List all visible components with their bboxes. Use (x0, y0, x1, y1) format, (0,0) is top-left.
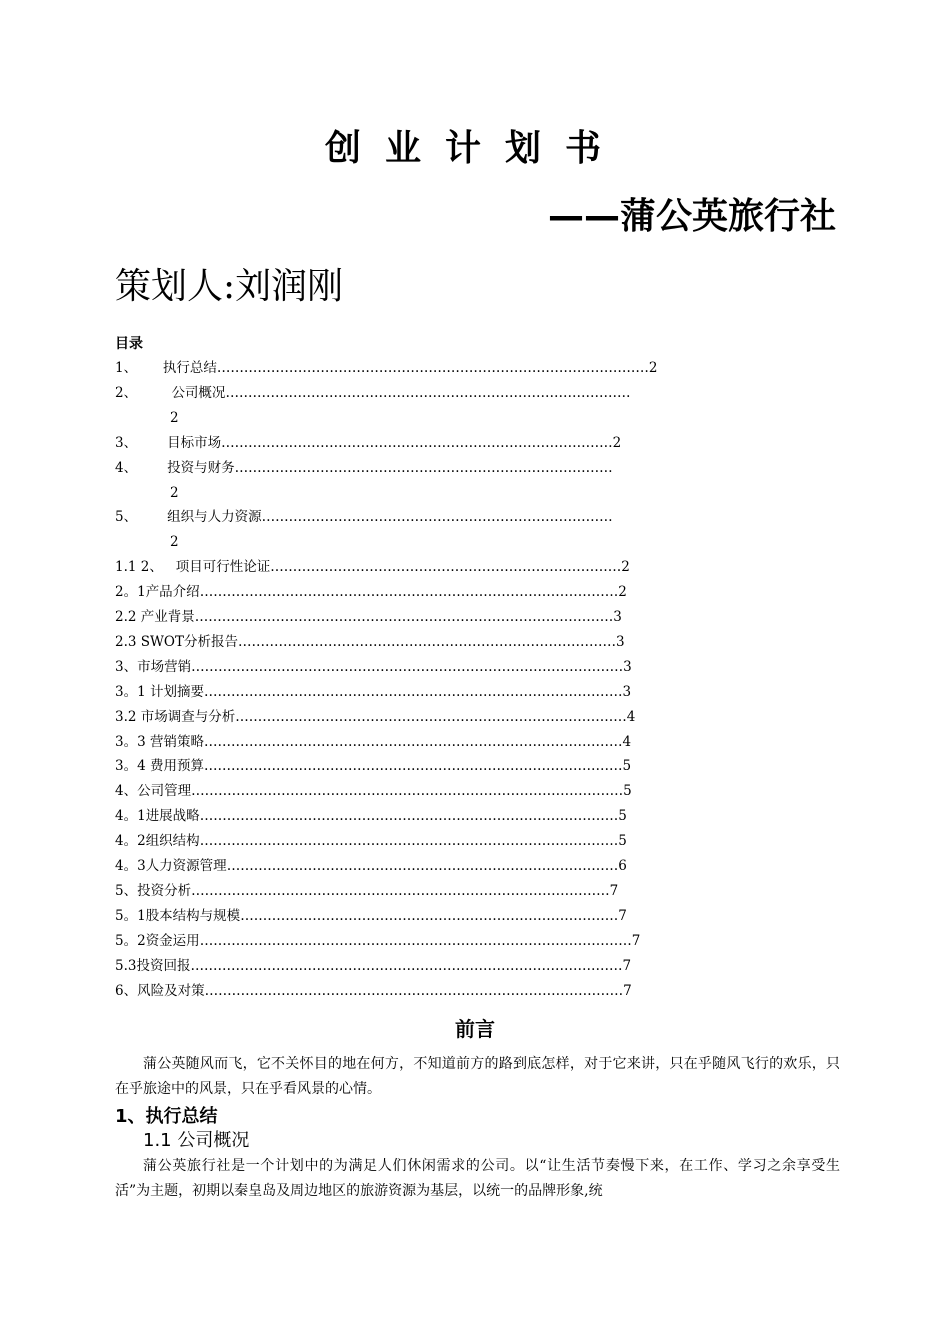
toc-entry-title: 资金运用 (145, 932, 200, 949)
toc-entry-title: 费用预算 (149, 758, 204, 775)
toc-entry-page: 5 (618, 808, 627, 825)
toc-entry (115, 730, 631, 754)
toc-entry-page: 5 (622, 758, 632, 775)
toc-entry-page: 4 (622, 733, 632, 750)
toc-entry-leader: ………………………………………………………………………… (240, 907, 619, 924)
toc-entry-page: 2 (612, 434, 622, 451)
toc-entry-title: 投资回报 (136, 957, 191, 974)
toc-entry-number: 2、 (115, 384, 138, 401)
toc-entry (115, 705, 635, 729)
toc-entry (115, 804, 627, 828)
toc-entry-page: 7 (622, 957, 632, 974)
toc-entry-page: 3 (613, 609, 622, 625)
toc-entry-number: 4、 (115, 783, 138, 800)
toc-entry-leader: ………………………………………………………………………………… (203, 733, 623, 750)
toc-entry-number: 5。2 (115, 932, 146, 949)
toc-entry-title: 市场营销 (137, 658, 192, 675)
toc-entry-gap (137, 509, 167, 525)
toc-entry-page: 2 (170, 409, 179, 426)
toc-heading: 目录 (115, 336, 143, 352)
toc-entry-number: 3、 (115, 658, 138, 675)
toc-entry-page: 7 (618, 907, 627, 924)
toc-entry (115, 929, 640, 953)
toc-entry (115, 605, 622, 629)
document-title: 创业计划书 (324, 128, 625, 169)
toc-entry-page: 7 (631, 932, 641, 949)
toc-entry-title: SWOT分析报告 (140, 633, 238, 650)
toc-entry-leader: ………………………………………………………………………… (234, 459, 613, 476)
toc-entry (115, 630, 625, 654)
toc-entry-title: 计划摘要 (149, 683, 204, 700)
toc-entry (115, 431, 621, 455)
toc-entry-number: 6、 (115, 982, 138, 999)
toc-entry-leader: …………………………………………………………………… (261, 509, 613, 526)
toc-entry-number: 3。4 (115, 758, 150, 775)
toc-entry-page: 2 (618, 584, 627, 601)
toc-entry-number: 1.1 2、 (115, 559, 163, 576)
toc-entry-title: 人力资源管理 (145, 858, 227, 874)
toc-entry-page: 4 (626, 708, 636, 725)
toc-entry-page: 5 (618, 833, 627, 850)
planner-name: 策划人:刘润刚 (115, 266, 344, 307)
toc-entry (115, 456, 613, 480)
toc-entry-leader: …………………………………………………………………………………… (191, 658, 624, 675)
toc-entry-gap (137, 360, 163, 376)
toc-entry (115, 580, 627, 604)
toc-entry (115, 381, 630, 405)
toc-entry-leader: …………………………………………………………………………… (221, 434, 613, 451)
toc-entry (115, 904, 627, 928)
toc-entry-leader: ……………………………………………………………………………… (225, 384, 631, 401)
toc-entry-leader: …………………………………………………………………………………… (191, 783, 624, 800)
toc-entry-title: 进展战略 (145, 808, 200, 825)
toc-entry-number: 3。3 (115, 733, 150, 750)
toc-entry-number: 3.2 (115, 708, 141, 725)
toc-entry-leader: …………………………………………………………………………………… (190, 957, 623, 974)
toc-entry-leader: ………………………………………………………………………………… (203, 758, 623, 775)
toc-entry-page: 7 (609, 882, 619, 899)
toc-entry (170, 481, 179, 505)
toc-entry-title: 公司概况 (171, 384, 226, 401)
toc-entry-gap (137, 460, 167, 476)
toc-entry-page: 2 (621, 559, 630, 576)
toc-entry-page: 3 (622, 683, 632, 700)
toc-entry (115, 555, 630, 579)
toc-entry-leader: ………………………………………………………………………………… (199, 584, 619, 601)
toc-entry (115, 779, 632, 803)
toc-entry-number: 4。3 (115, 858, 146, 874)
toc-entry-page: 3 (623, 658, 632, 675)
toc-entry-page: 3 (615, 633, 625, 650)
toc-entry-number: 4、 (115, 459, 138, 476)
toc-entry-title: 公司管理 (137, 783, 192, 800)
toc-entry-number: 3。1 (115, 683, 150, 700)
toc-entry-leader: ………………………………………………………………………………… (191, 882, 610, 899)
toc-entry-title: 营销策略 (149, 733, 204, 750)
toc-entry (115, 680, 631, 704)
toc-entry-title: 执行总结 (162, 360, 217, 376)
toc-entry-gap (137, 435, 167, 451)
toc-entry-number: 2.2 (115, 609, 141, 625)
toc-entry-number: 5、 (115, 509, 138, 526)
toc-entry-title: 组织结构 (145, 833, 200, 850)
toc-entry-page: 7 (623, 982, 632, 999)
toc-entry-number: 2.3 (115, 633, 141, 650)
toc-entry (115, 979, 632, 1003)
toc-entry (115, 829, 627, 853)
toc-entry (115, 879, 618, 903)
toc-entry-leader: …………………………………………………………………………… (226, 858, 619, 874)
toc-entry (115, 754, 631, 778)
toc-entry-title: 目标市场 (167, 434, 222, 451)
document-subtitle: ——蒲公英旅行社 (547, 196, 836, 237)
toc-entry-page: 2 (170, 534, 179, 551)
toc-entry (115, 854, 627, 878)
toc-entry-title: 投资分析 (137, 882, 192, 899)
toc-entry-title: 产品介绍 (145, 584, 200, 601)
toc-entry-title: 组织与人力资源 (167, 509, 262, 526)
toc-entry-page: 6 (618, 858, 627, 874)
toc-entry-number: 5、 (115, 882, 138, 899)
toc-entry-number: 2。1 (115, 584, 146, 601)
toc-entry-number: 1、 (115, 360, 138, 376)
toc-entry-title: 产业背景 (140, 609, 195, 625)
toc-entry-leader: ………………………………………………………………………… (237, 633, 616, 650)
toc-entry-number: 5。1 (115, 907, 146, 924)
subsection-heading-company-overview: 1.1 公司概况 (143, 1130, 250, 1151)
toc-entry-page: 5 (623, 783, 632, 800)
toc-entry-leader: ………………………………………………………………………………… (199, 808, 619, 825)
toc-entry (115, 954, 631, 978)
toc-entry-number: 3、 (115, 434, 138, 451)
toc-entry-leader: ………………………………………………………………………………… (194, 609, 614, 625)
toc-entry-title: 风险及对策 (137, 982, 205, 999)
toc-entry-leader: ………………………………………………………………………………… (204, 982, 624, 999)
preface-paragraph: 蒲公英随风而飞，它不关怀目的地在何方，不知道前方的路到底怎样，对于它来讲，只在乎随风飞行的欢乐，只在乎旅途中的风景，只在乎看风景的心情。 (115, 1056, 840, 1097)
toc-entry-title: 项目可行性论证 (175, 559, 271, 576)
toc-entry (115, 505, 613, 529)
toc-entry (170, 530, 179, 554)
toc-entry-leader: ………………………………………………………………………………… (203, 683, 623, 700)
toc-entry-title: 投资与财务 (167, 459, 235, 476)
toc-entry-title: 市场调查与分析 (140, 708, 236, 725)
toc-entry-number: 4。1 (115, 808, 146, 825)
toc-entry (170, 406, 179, 430)
section-heading-executive-summary: 1、执行总结 (115, 1106, 218, 1127)
toc-entry-number: 4。2 (115, 833, 146, 850)
toc-entry-page: 2 (648, 360, 658, 376)
company-overview-paragraph: 蒲公英旅行社是一个计划中的为满足人们休闲需求的公司。以“让生活节奏慢下来，在工作、学习之余享受生活”为主题，初期以秦皇岛及周边地区的旅游资源为基层，以统一的品牌形象,统 (115, 1158, 840, 1199)
toc-entry-gap (163, 559, 176, 575)
preface-heading: 前言 (455, 1017, 495, 1041)
toc-entry-number: 5.3 (115, 957, 137, 974)
toc-entry-leader: ………………………………………………………………………………… (199, 833, 619, 850)
toc-entry-title: 股本结构与规模 (145, 907, 241, 924)
toc-entry-leader: …………………………………………………………………………… (235, 708, 627, 725)
toc-entry (115, 356, 657, 380)
toc-entry-gap (137, 385, 171, 401)
toc-entry (115, 655, 632, 679)
toc-entry-leader: …………………………………………………………………………………… (216, 360, 649, 376)
toc-entry-page: 2 (170, 484, 179, 501)
toc-entry-leader: …………………………………………………………………… (270, 559, 622, 576)
toc-entry-leader: …………………………………………………………………………………… (199, 932, 632, 949)
